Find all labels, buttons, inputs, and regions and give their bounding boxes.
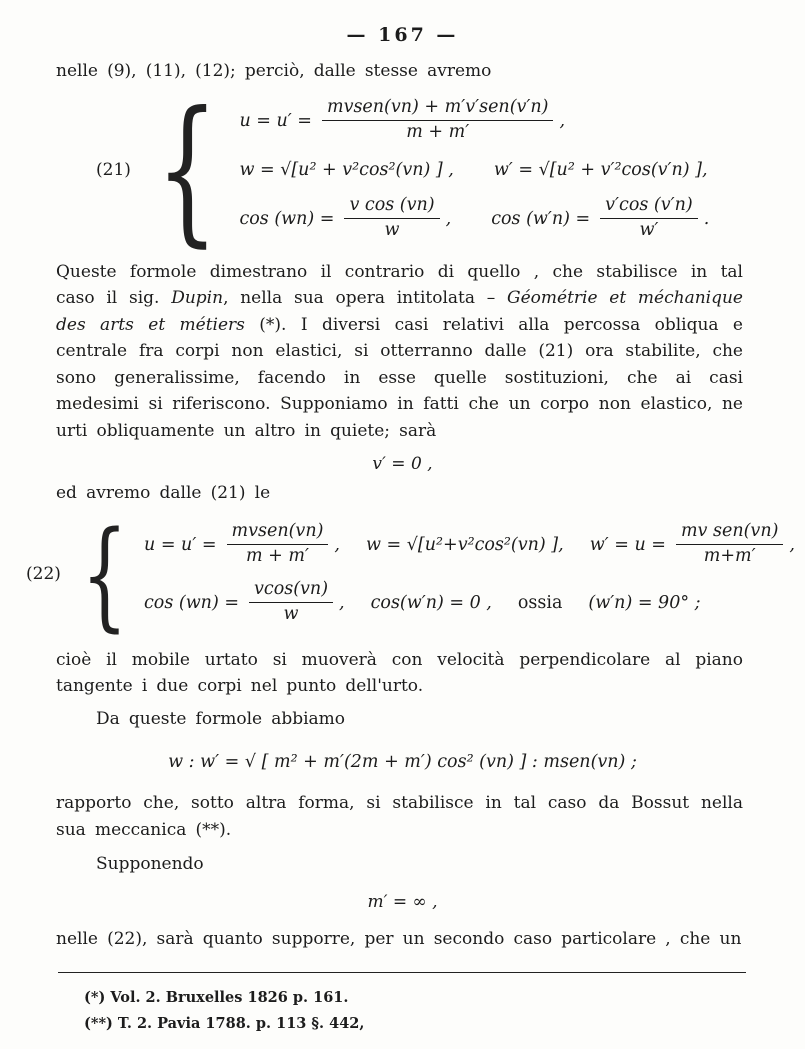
eq22-l1-post: , bbox=[789, 534, 795, 555]
eq22-l1-mid: , bbox=[334, 534, 340, 555]
eq21-l2-b: w′ = √[u² + v′²cos(v′n) ], bbox=[493, 159, 708, 180]
equation-21-line2 bbox=[239, 147, 715, 193]
footnote-1: (*) Vol. 2. Bruxelles 1826 p. 161. bbox=[84, 989, 349, 1006]
eq22-l1-lhs3: w′ = u = bbox=[589, 534, 666, 555]
para2-seg: , nella sua opera intitolata – bbox=[223, 288, 508, 308]
fraction bbox=[322, 97, 554, 144]
equation-21-line3 bbox=[239, 193, 715, 245]
formula-v-prime-zero: v′ = 0 , bbox=[372, 454, 433, 474]
eq21-l2-a: w = √[u² + v²cos²(vn) ] , bbox=[239, 159, 454, 180]
paragraph-da-queste: Da queste formole abbiamo bbox=[96, 708, 346, 729]
numerator: mv sen(vn) bbox=[676, 521, 783, 545]
dupin-name: Dupin bbox=[171, 288, 224, 308]
eq21-l3-lhs2: cos (w′n) = bbox=[491, 208, 591, 229]
equation-21-line1 bbox=[239, 95, 715, 147]
numerator: v cos (vn) bbox=[344, 195, 439, 219]
eq22-l2-mid: , bbox=[339, 592, 345, 613]
fraction bbox=[227, 521, 329, 568]
book-title: Géométrie et méchanique des arts et métiers bbox=[56, 288, 743, 335]
equation-21 bbox=[96, 77, 805, 262]
eq22-l1-lhs: u = u′ = bbox=[143, 534, 217, 555]
equation-21-label: (21) bbox=[96, 159, 131, 180]
fraction bbox=[249, 579, 333, 626]
paragraph-ed-avremo: ed avremo dalle (21) le bbox=[56, 483, 271, 503]
curly-brace-icon: { bbox=[156, 77, 219, 262]
equation-21-lines bbox=[239, 95, 715, 245]
para2-seg: (*). I diversi casi relativi alla percossa obliqua e centrale fra corpi non elastici, si otterranno dalle (21) ora stabilite, che sono generalissime, facendo in esse quelle sostituzioni, che ai casi medesimi si riferiscono. Supponiamo in fatti che un corpo non elastico, ne urti obliquamente un altro in quiete; sarà bbox=[56, 314, 743, 441]
eq22-l2-lhs: cos (wn) = bbox=[143, 592, 239, 613]
paragraph-nelle-22: nelle (22), sarà quanto supporre, per un secondo caso particolare , che un bbox=[56, 928, 742, 949]
equation-22-line1 bbox=[144, 516, 801, 574]
denominator: m + m′ bbox=[245, 546, 309, 566]
eq21-l3-mid: , bbox=[445, 208, 452, 229]
paragraph-supponendo: Supponendo bbox=[96, 854, 204, 874]
numerator: v′cos (v′n) bbox=[600, 195, 698, 219]
eq22-l2-seg4: (w′n) = 90° ; bbox=[588, 592, 701, 613]
numerator: vcos(vn) bbox=[249, 579, 333, 603]
denominator: w bbox=[283, 604, 299, 624]
page-number: — 167 — bbox=[346, 24, 459, 46]
eq21-l3-lhs: cos (wn) = bbox=[239, 208, 335, 229]
formula-ratio: w : w′ = √ [ m² + m′(2m + m′) cos² (vn) ] : msen(vn) ; bbox=[168, 752, 637, 772]
curly-brace-icon: { bbox=[81, 504, 128, 643]
para2-seg: Queste formole dimestrano il contrario di quello , che stabilisce in tal caso il sig. bbox=[56, 261, 743, 308]
denominator: w′ bbox=[639, 220, 659, 240]
equation-22-lines bbox=[144, 516, 801, 632]
eq21-l3-post: . bbox=[703, 208, 710, 229]
footnote-2: (**) T. 2. Pavia 1788. p. 113 §. 442, bbox=[84, 1015, 365, 1032]
formula-m-infinity: m′ = ∞ , bbox=[367, 891, 438, 912]
fraction bbox=[676, 521, 783, 568]
eq22-l2-seg2: cos(w′n) = 0 , bbox=[370, 592, 492, 613]
fraction bbox=[344, 195, 439, 242]
eq21-l1-post: , bbox=[559, 110, 566, 131]
equation-22 bbox=[26, 504, 805, 643]
equation-22-label: (22) bbox=[26, 563, 61, 584]
eq22-l2-seg3: ossia bbox=[517, 592, 563, 613]
denominator: w bbox=[384, 220, 400, 240]
denominator: m + m′ bbox=[406, 122, 470, 142]
footnotes bbox=[84, 985, 805, 1037]
denominator: m+m′ bbox=[703, 546, 756, 566]
paragraph-dupin bbox=[56, 259, 743, 445]
numerator: mvsen(vn) + m′v′sen(v′n) bbox=[322, 97, 554, 121]
paragraph-cioe: cioè il mobile urtato si muoverà con velocità perpendicolare al piano tangente i due corpi nel punto dell'urto. bbox=[56, 649, 743, 696]
fraction bbox=[600, 195, 698, 242]
eq22-l1-seg2: w = √[u²+v²cos²(vn) ], bbox=[366, 534, 564, 555]
numerator: mvsen(vn) bbox=[227, 521, 329, 545]
paragraph-intro: nelle (9), (11), (12); perciò, dalle stesse avremo bbox=[56, 61, 492, 81]
footnote-divider bbox=[58, 972, 746, 973]
eq21-l1-lhs: u = u′ = bbox=[239, 110, 312, 131]
paragraph-rapporto: rapporto che, sotto altra forma, si stabilisce in tal caso da Bossut nella sua meccanica (**). bbox=[56, 793, 743, 840]
equation-22-line2 bbox=[144, 574, 801, 632]
